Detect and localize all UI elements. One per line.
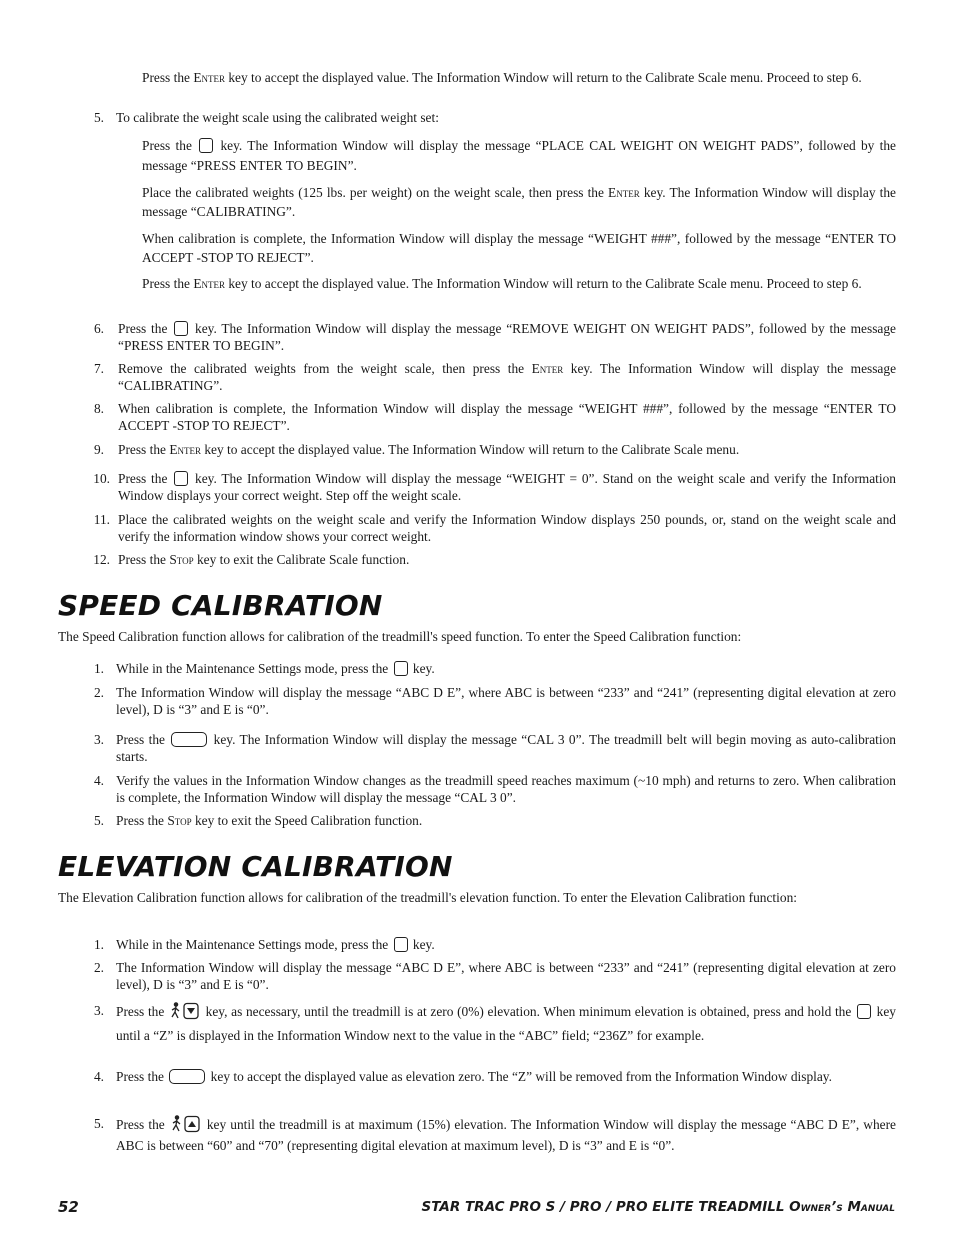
step-number: 3. bbox=[93, 1003, 104, 1018]
paragraph: Press the Enter key to accept the displayed value. The Information Window will return to the Calibrate Scale menu. Proceed to step 6. bbox=[142, 70, 862, 85]
step-number: 4. bbox=[93, 773, 104, 788]
step-number: 8. bbox=[93, 401, 104, 416]
blank-key-icon bbox=[394, 937, 408, 952]
section-heading-speed-calibration: SPEED CALIBRATION bbox=[58, 589, 383, 622]
step-text: To calibrate the weight scale using the calibrated weight set: bbox=[116, 110, 439, 125]
step-number: 12. bbox=[93, 552, 110, 567]
step-number: 1. bbox=[93, 937, 104, 952]
step-number: 5. bbox=[93, 1116, 104, 1131]
step-text: Press the key, as necessary, until the treadmill is at zero (0%) elevation. When minimum elevation is obtained, press and hold the key until a “Z” is displayed in the Information Window next to the value in the “ABC” field; “236Z” for example. bbox=[116, 1004, 896, 1043]
step-text: Place the calibrated weights on the weight scale and verify the Information Window displays 250 pounds, or, stand on the weight scale and verify the information window shows your correct weight. bbox=[118, 512, 896, 544]
blank-key-icon bbox=[857, 1004, 871, 1019]
wide-blank-key-icon bbox=[169, 1069, 205, 1084]
section-intro: The Elevation Calibration function allows for calibration of the treadmill's elevation function. To enter the Elevation Calibration function: bbox=[58, 890, 797, 905]
step-number: 1. bbox=[93, 661, 104, 676]
step-text: The Information Window will display the message “ABC D E”, where ABC is between “233” and “241” (representing digital elevation at zero level), D is “3” and E is “0”. bbox=[116, 960, 896, 992]
paragraph: Place the calibrated weights (125 lbs. per weight) on the weight scale, then press the Enter key. The Information Window will display the message “CALIBRATING”. bbox=[142, 185, 896, 219]
step-number: 10. bbox=[93, 471, 110, 486]
step-text: When calibration is complete, the Information Window will display the message “WEIGHT ###”, followed by the message “ENTER TO ACCEPT -STOP TO REJECT”. bbox=[118, 401, 896, 433]
page-number: 52 bbox=[58, 1198, 79, 1216]
step-text: The Information Window will display the message “ABC D E”, where ABC is between “233” and “241” (representing digital elevation at zero level), D is “3” and E is “0”. bbox=[116, 685, 896, 717]
incline-up-key-icon bbox=[171, 1115, 201, 1137]
step-text: Press the key. The Information Window will display the message “WEIGHT = 0”. Stand on the weight scale and verify the Information Window displays your correct weight. Step off the weight scale. bbox=[118, 471, 897, 503]
step-number: 2. bbox=[93, 960, 104, 975]
step-text: Press the Stop key to exit the Calibrate Scale function. bbox=[118, 552, 410, 567]
blank-key-icon bbox=[174, 471, 188, 486]
blank-key-icon bbox=[199, 138, 213, 153]
step-text: Remove the calibrated weights from the weight scale, then press the Enter key. The Information Window will display the message “CALIBRATING”. bbox=[118, 361, 897, 393]
section-intro: The Speed Calibration function allows for calibration of the treadmill's speed function. To enter the Speed Calibration function: bbox=[58, 629, 742, 644]
paragraph: When calibration is complete, the Information Window will display the message “WEIGHT ###”, followed by the message “ENTER TO ACCEPT -STOP TO REJECT”. bbox=[142, 231, 896, 265]
step-number: 11. bbox=[93, 512, 110, 527]
step-text: Press the key. The Information Window will display the message “CAL 3 0”. The treadmill belt will begin moving as auto-calibration starts. bbox=[116, 732, 896, 764]
step-number: 5. bbox=[93, 110, 104, 125]
step-text: Press the Enter key to accept the displayed value. The Information Window will return to the Calibrate Scale menu. bbox=[118, 442, 740, 457]
step-text: Press the key. The Information Window will display the message “REMOVE WEIGHT ON WEIGHT PADS”, followed by the message “PRESS ENTER TO BEGIN”. bbox=[118, 321, 896, 353]
step-text: Verify the values in the Information Window changes as the treadmill speed reaches maximum (~10 mph) and returns to zero. When calibration is complete, the Information Window will display the message “CAL 3 0”. bbox=[116, 773, 896, 805]
step-number: 7. bbox=[93, 361, 104, 376]
step-number: 3. bbox=[93, 732, 104, 747]
manual-title: STAR TRAC PRO S / PRO / PRO ELITE TREADMILL Owner’s Manual bbox=[421, 1199, 895, 1215]
step-text: Press the Stop key to exit the Speed Calibration function. bbox=[116, 813, 423, 828]
step-number: 4. bbox=[93, 1069, 104, 1084]
step-number: 2. bbox=[93, 685, 104, 700]
step-text: While in the Maintenance Settings mode, press the key. bbox=[116, 661, 435, 676]
step-number: 5. bbox=[93, 813, 104, 828]
wide-blank-key-icon bbox=[171, 732, 207, 747]
step-text: Press the key until the treadmill is at maximum (15%) elevation. The Information Window will display the message “ABC D E”, where ABC is between “60” and “70” (representing digital elevation at maximum level), D is “3” and E is “0”. bbox=[116, 1117, 896, 1153]
blank-key-icon bbox=[174, 321, 188, 336]
blank-key-icon bbox=[394, 661, 408, 676]
incline-down-key-icon bbox=[170, 1002, 200, 1026]
step-text: While in the Maintenance Settings mode, press the key. bbox=[116, 937, 435, 952]
section-heading-elevation-calibration: ELEVATION CALIBRATION bbox=[58, 850, 453, 883]
step-text: Press the key to accept the displayed value as elevation zero. The “Z” will be removed from the Information Window display. bbox=[116, 1069, 832, 1084]
paragraph: Press the Enter key to accept the displayed value. The Information Window will return to the Calibrate Scale menu. Proceed to step 6. bbox=[142, 276, 862, 291]
paragraph: Press the key. The Information Window will display the message “PLACE CAL WEIGHT ON WEIGHT PADS”, followed by the message “PRESS ENTER TO BEGIN”. bbox=[142, 138, 897, 173]
step-number: 9. bbox=[93, 442, 104, 457]
step-number: 6. bbox=[93, 321, 104, 336]
